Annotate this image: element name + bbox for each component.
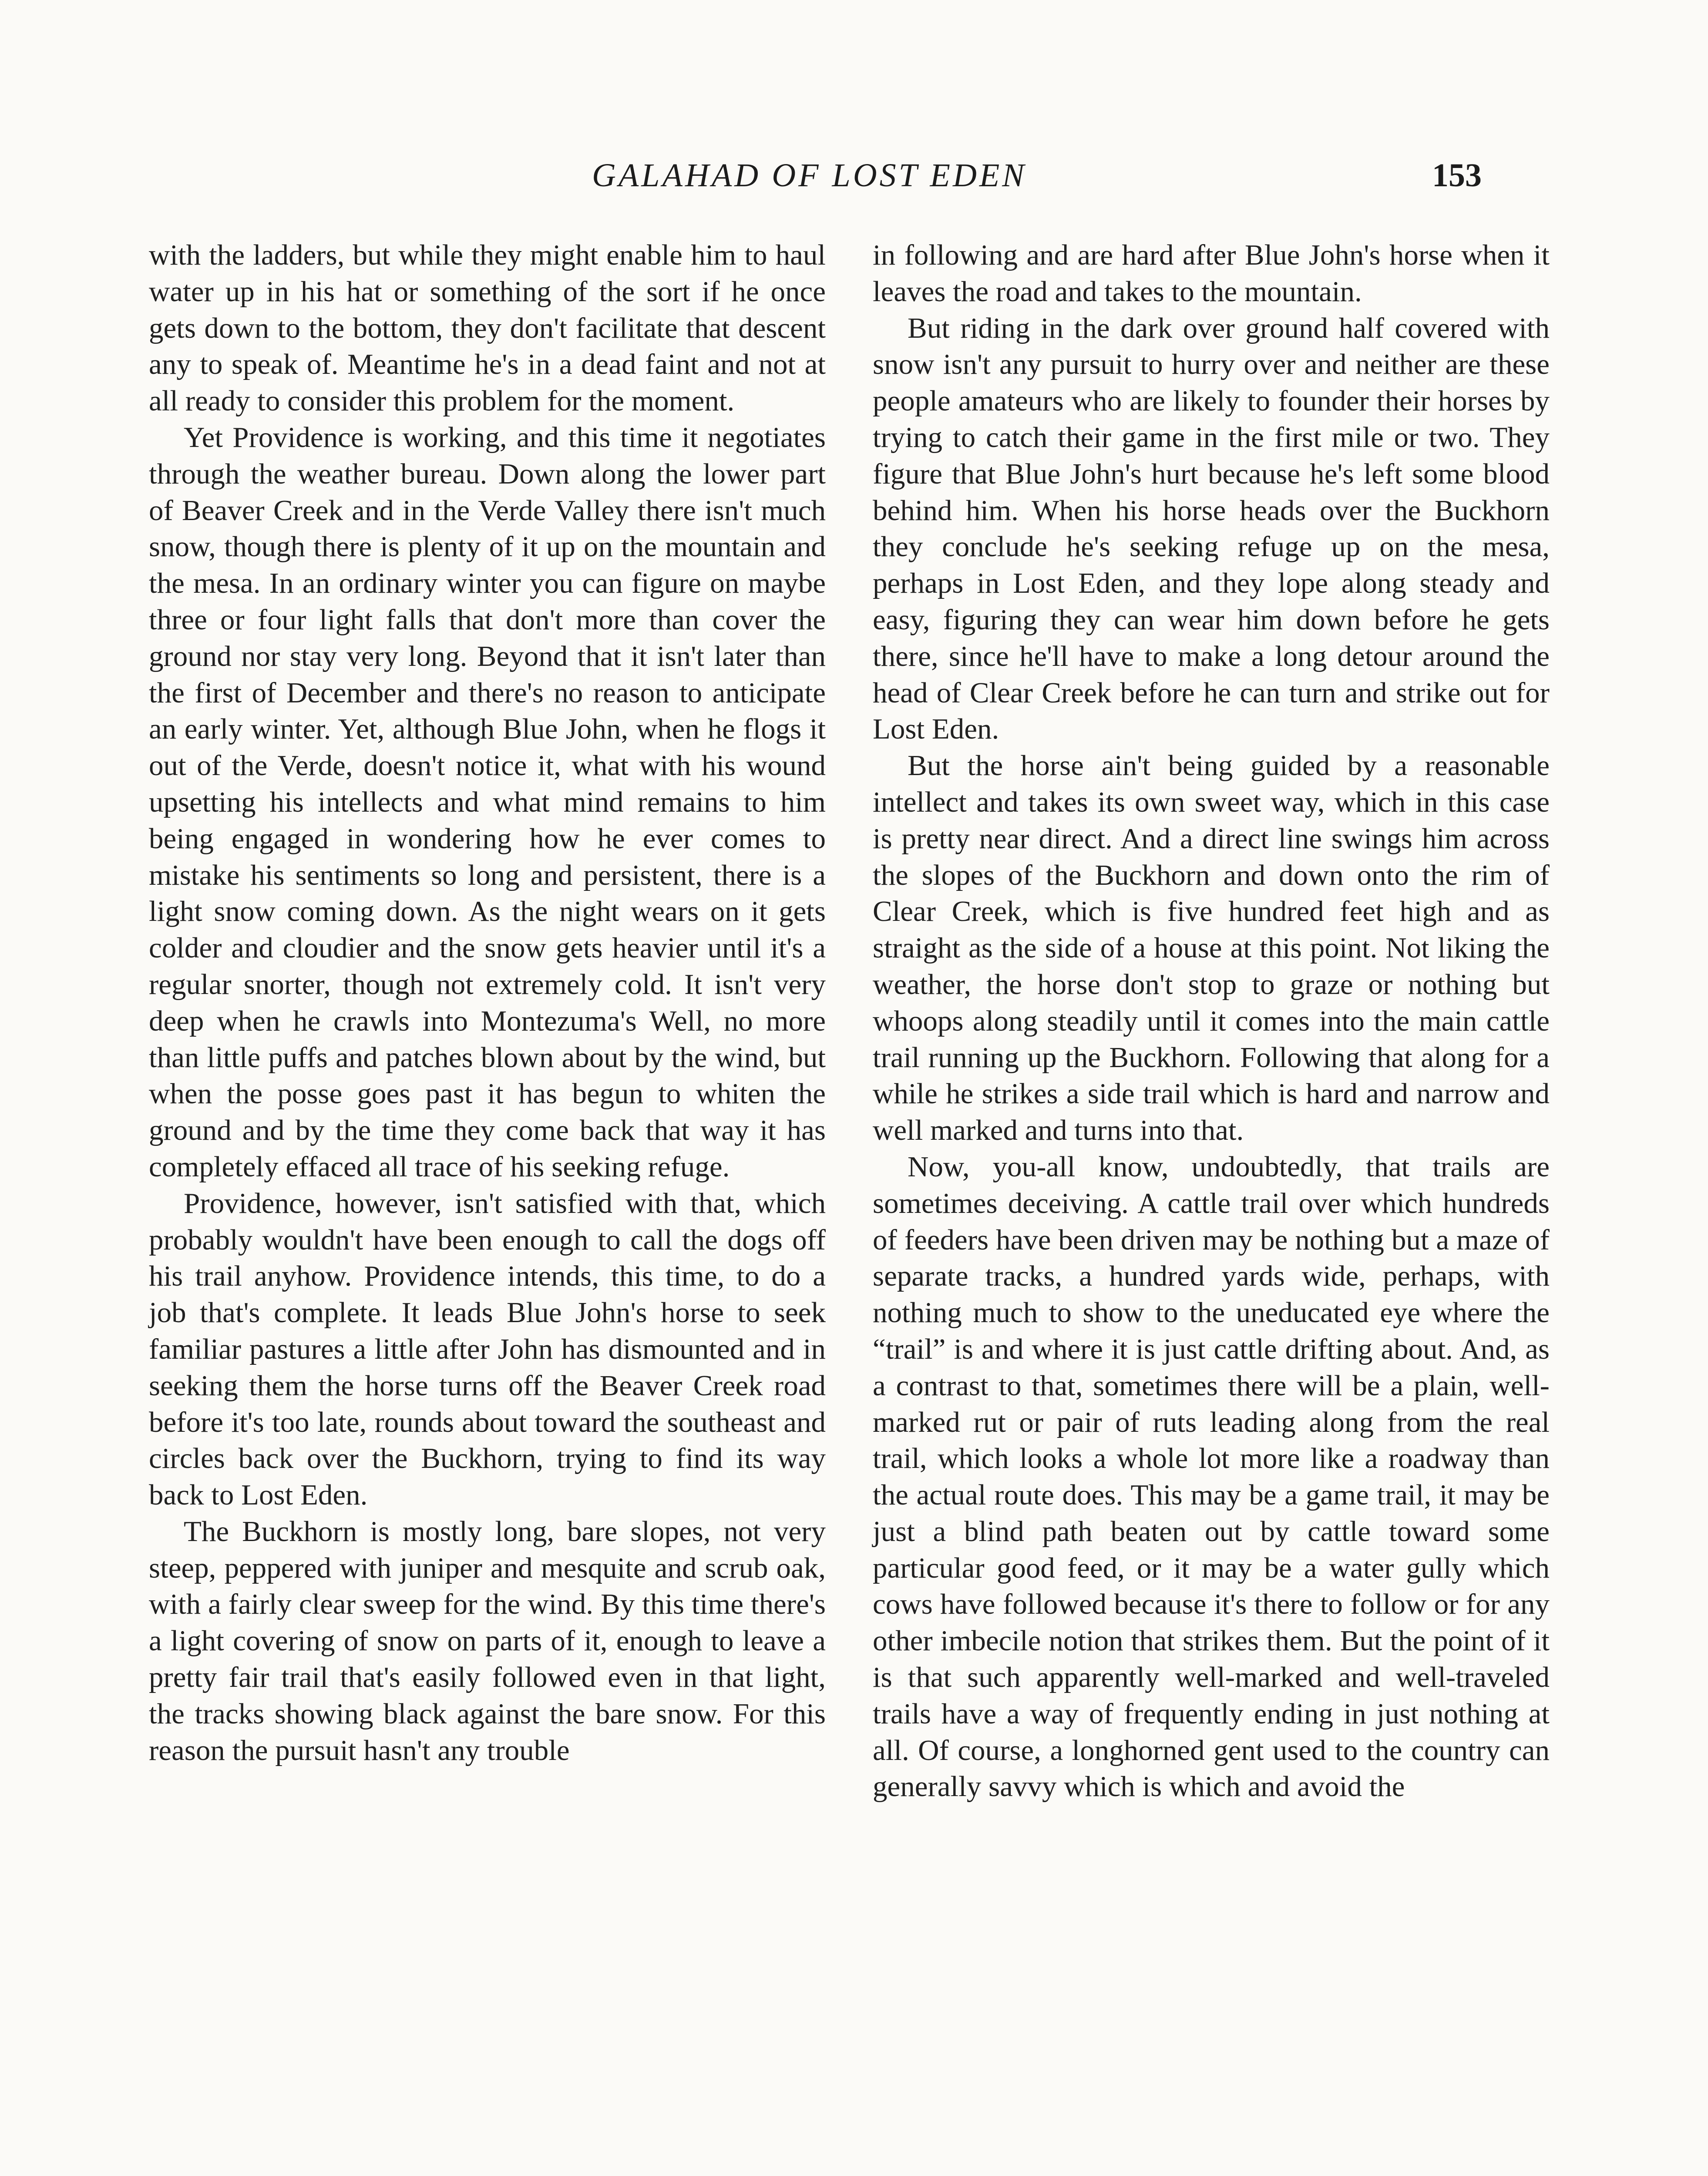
paragraph: Yet Providence is working, and this time it negotiates through the weather bureau. Down along the lower part of Beaver Creek and in the Verde Valley there isn't much snow, though there is plenty of it up on the mountain and the mesa. In an ordinary winter you can figure on maybe three or four light falls that don't more than cover the ground nor stay very long. Beyond that it isn't later than the first of December and there's no reason to anticipate an early winter. Yet, although Blue John, when he flogs it out of the Verde, doesn't notice it, what with his wound upsetting his intellects and what mind remains to him being engaged in wondering how he ever comes to mistake his sentiments so long and persistent, there is a light snow coming down. As the night wears on it gets colder and cloudier and the snow gets heavier until it's a regular snorter, though not extremely cold. It isn't very deep when he crawls into Montezuma's Well, no more than little puffs and patches blown about by the wind, but when the posse goes past it has begun to whiten the ground and by the time they come back that way it has completely effaced all trace of his seeking refuge. (149, 421, 826, 1183)
right-column (873, 237, 1550, 1805)
left-column (149, 237, 826, 1769)
paragraph: But riding in the dark over ground half covered with snow isn't any pursuit to hurry over and neither are these people amateurs who are likely to founder their horses by trying to catch their game in the first mile or two. They figure that Blue John's hurt because he's left some blood behind him. When his horse heads over the Buckhorn they conclude he's seeking refuge up on the mesa, perhaps in Lost Eden, and they lope along steady and easy, figuring they can wear him down before he gets there, since he'll have to make a long detour around the head of Clear Creek before he can turn and strike out for Lost Eden. (873, 312, 1550, 745)
paragraph: Providence, however, isn't satisfied with that, which probably wouldn't have been enough to call the dogs off his trail anyhow. Providence intends, this time, to do a job that's complete. It leads Blue John's horse to seek familiar pastures a little after John has dismounted and in seeking them the horse turns off the Beaver Creek road before it's too late, rounds about toward the southeast and circles back over the Buckhorn, trying to find its way back to Lost Eden. (149, 1187, 826, 1511)
paragraph: with the ladders, but while they might enable him to haul water up in his hat or something of the sort if he once gets down to the bottom, they don't facilitate that descent any to speak of. Meantime he's in a dead faint and not at all ready to consider this problem for the moment. (149, 239, 826, 417)
running-head (0, 157, 1708, 205)
paragraph: Now, you-all know, undoubtedly, that trails are sometimes deceiving. A cattle trail over which hundreds of feeders have been driven may be nothing but a maze of separate tracks, a hundred yards wide, perhaps, with nothing much to show to the uneducated eye where the “trail” is and where it is just cattle drifting about. And, as a contrast to that, sometimes there will be a plain, well-marked rut or pair of ruts leading along from the real trail, which looks a whole lot more like a roadway than the actual route does. This may be a game trail, it may be just a blind path beaten out by cattle toward some particular good feed, or it may be a water gully which cows have followed because it's there to follow or for any other imbecile notion that strikes them. But the point of it is that such apparently well-marked and well-traveled trails have a way of frequently ending in just nothing at all. Of course, a longhorned gent used to the country can generally savvy which is which and avoid the (873, 1150, 1550, 1803)
paragraph: But the horse ain't being guided by a reasonable intellect and takes its own sweet way, which in this case is pretty near direct. And a direct line swings him across the slopes of the Buckhorn and down onto the rim of Clear Creek, which is five hundred feet high and as straight as the side of a house at this point. Not liking the weather, the horse don't stop to graze or nothing but whoops along steadily until it comes into the main cattle trail running up the Buckhorn. Following that along for a while he strikes a side trail which is hard and narrow and well marked and turns into that. (873, 749, 1550, 1147)
page-number: 153 (1432, 157, 1482, 194)
running-title: GALAHAD OF LOST EDEN (592, 157, 1027, 194)
paragraph: The Buckhorn is mostly long, bare slopes, not very steep, peppered with juniper and mesquite and scrub oak, with a fairly clear sweep for the wind. By this time there's a light covering of snow on parts of it, enough to leave a pretty fair trail that's easily followed even in that light, the tracks showing black against the bare snow. For this reason the pursuit hasn't any trouble (149, 1515, 826, 1766)
paragraph: in following and are hard after Blue John's horse when it leaves the road and takes to the mountain. (873, 239, 1550, 308)
